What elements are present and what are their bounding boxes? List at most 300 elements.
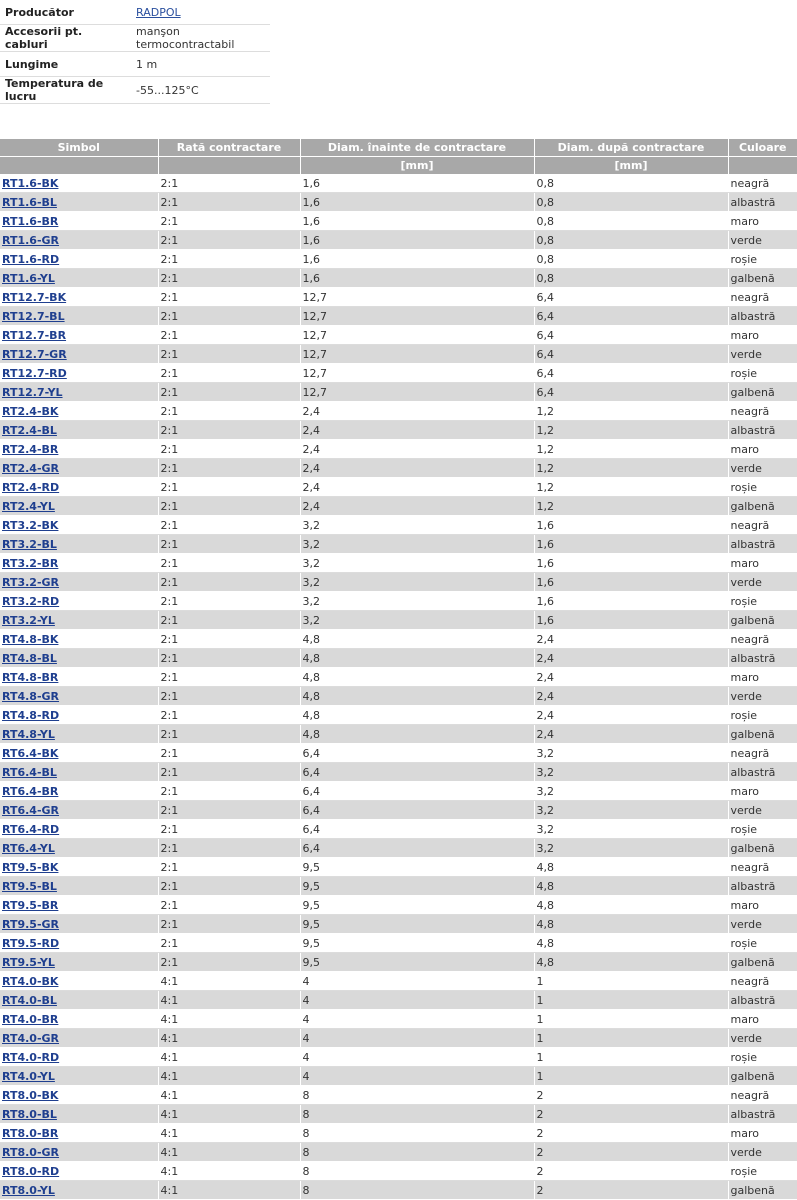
cell-diam-after: 1,2 [534,402,728,421]
cell-diam-after: 3,2 [534,820,728,839]
table-row [0,193,797,212]
cell-ratio: 2:1 [158,668,300,687]
product-symbol-link[interactable]: RT2.4-GR [2,461,60,475]
spec-value: -55...125°C [131,77,270,104]
cell-ratio: 2:1 [158,915,300,934]
cell-ratio: 2:1 [158,877,300,896]
cell-color: albastră [728,763,797,782]
unit-diam-after: [mm] [534,157,728,175]
cell-color: galbenă [728,383,797,402]
table-row [0,725,797,744]
cell-color: albastră [728,991,797,1010]
cell-ratio: 2:1 [158,497,300,516]
table-row [0,535,797,554]
cell-color: maro [728,1124,797,1143]
product-symbol-link[interactable]: RT2.4-BK [2,404,59,418]
cell-symbol [0,307,158,326]
product-symbol-link[interactable]: RT1.6-YL [2,271,55,285]
cell-diam-before: 8 [300,1143,534,1162]
cell-diam-before: 3,2 [300,611,534,630]
cell-diam-after: 6,4 [534,326,728,345]
cell-ratio: 2:1 [158,345,300,364]
cell-color: roșie [728,706,797,725]
cell-diam-after: 1,2 [534,421,728,440]
cell-color: albastră [728,649,797,668]
product-symbol-link[interactable]: RT6.4-BL [2,765,57,779]
cell-ratio: 2:1 [158,687,300,706]
table-row [0,801,797,820]
product-symbol-link[interactable]: RT6.4-BK [2,746,59,760]
product-symbol-link[interactable]: RT9.5-RD [2,936,60,950]
table-row [0,345,797,364]
spec-row [0,52,270,77]
cell-symbol [0,611,158,630]
cell-symbol [0,440,158,459]
table-row [0,212,797,231]
cell-diam-before: 3,2 [300,535,534,554]
cell-color: verde [728,1029,797,1048]
cell-color: verde [728,1143,797,1162]
cell-diam-after: 1,2 [534,440,728,459]
variants-table-head [0,139,797,175]
cell-color: roșie [728,820,797,839]
cell-ratio: 2:1 [158,763,300,782]
product-symbol-link[interactable]: RT8.0-BR [2,1126,59,1140]
cell-diam-after: 2,4 [534,725,728,744]
cell-ratio: 2:1 [158,231,300,250]
cell-color: neagră [728,1086,797,1105]
product-symbol-link[interactable]: RT1.6-BL [2,195,57,209]
cell-ratio: 2:1 [158,554,300,573]
table-row [0,1048,797,1067]
cell-diam-before: 1,6 [300,231,534,250]
cell-symbol [0,687,158,706]
table-row [0,1010,797,1029]
cell-ratio: 2:1 [158,611,300,630]
cell-ratio: 4:1 [158,1010,300,1029]
product-symbol-link[interactable]: RT4.0-GR [2,1031,60,1045]
cell-ratio: 2:1 [158,193,300,212]
cell-diam-before: 12,7 [300,288,534,307]
product-symbol-link[interactable]: RT3.2-RD [2,594,60,608]
cell-diam-before: 6,4 [300,744,534,763]
cell-ratio: 2:1 [158,250,300,269]
cell-diam-after: 1,6 [534,573,728,592]
cell-diam-before: 9,5 [300,953,534,972]
product-symbol-link[interactable]: RT9.5-YL [2,955,55,969]
cell-diam-before: 3,2 [300,573,534,592]
cell-symbol [0,668,158,687]
cell-color: roșie [728,592,797,611]
cell-symbol [0,991,158,1010]
cell-symbol [0,535,158,554]
cell-diam-after: 6,4 [534,307,728,326]
cell-color: roșie [728,250,797,269]
cell-diam-after: 1,6 [534,516,728,535]
product-symbol-link[interactable]: RT9.5-BK [2,860,59,874]
cell-diam-after: 3,2 [534,744,728,763]
cell-ratio: 2:1 [158,307,300,326]
cell-diam-after: 2 [534,1124,728,1143]
cell-color: verde [728,345,797,364]
table-row [0,630,797,649]
cell-ratio: 2:1 [158,364,300,383]
table-row [0,858,797,877]
table-row [0,706,797,725]
cell-symbol [0,288,158,307]
cell-symbol [0,1048,158,1067]
table-row [0,250,797,269]
product-symbol-link[interactable]: RT9.5-GR [2,917,60,931]
product-symbol-link[interactable]: RT8.0-RD [2,1164,60,1178]
cell-symbol [0,345,158,364]
cell-diam-after: 6,4 [534,345,728,364]
cell-color: neagră [728,174,797,193]
cell-diam-before: 4 [300,1048,534,1067]
manufacturer-link[interactable]: RADPOL [136,5,181,19]
product-symbol-link[interactable]: RT3.2-BK [2,518,59,532]
cell-diam-before: 8 [300,1086,534,1105]
cell-diam-after: 1,6 [534,592,728,611]
product-symbol-link[interactable]: RT9.5-BL [2,879,57,893]
product-symbol-link[interactable]: RT12.7-BK [2,290,67,304]
cell-diam-after: 1,2 [534,497,728,516]
product-symbol-link[interactable]: RT8.0-BK [2,1088,59,1102]
cell-ratio: 4:1 [158,991,300,1010]
cell-diam-after: 1,6 [534,611,728,630]
cell-symbol [0,839,158,858]
table-row [0,1181,797,1200]
cell-diam-before: 9,5 [300,858,534,877]
cell-symbol [0,592,158,611]
product-symbol-link[interactable]: RT2.4-BR [2,442,59,456]
product-symbol-link[interactable]: RT3.2-GR [2,575,60,589]
cell-symbol [0,250,158,269]
cell-symbol [0,402,158,421]
cell-ratio: 4:1 [158,1105,300,1124]
cell-color: verde [728,459,797,478]
cell-diam-before: 9,5 [300,915,534,934]
product-symbol-link[interactable]: RT8.0-YL [2,1183,55,1197]
cell-ratio: 4:1 [158,1067,300,1086]
product-symbol-link[interactable]: RT3.2-YL [2,613,55,627]
cell-diam-before: 8 [300,1162,534,1181]
cell-ratio: 2:1 [158,725,300,744]
cell-diam-before: 4 [300,991,534,1010]
cell-diam-after: 2 [534,1086,728,1105]
spec-label: Producător [0,0,131,25]
column-header-color[interactable]: Culoare [728,139,797,157]
table-row [0,231,797,250]
units-row [0,157,797,175]
product-symbol-link[interactable]: RT8.0-BL [2,1107,57,1121]
unit-diam-before: [mm] [300,157,534,175]
product-symbol-link[interactable]: RT1.6-BR [2,214,59,228]
table-row [0,573,797,592]
cell-diam-after: 6,4 [534,364,728,383]
cell-symbol [0,1143,158,1162]
cell-ratio: 4:1 [158,1086,300,1105]
cell-diam-after: 2,4 [534,649,728,668]
product-symbol-link[interactable]: RT6.4-RD [2,822,60,836]
unit-color [728,157,797,175]
cell-color: maro [728,1010,797,1029]
cell-symbol [0,630,158,649]
product-symbol-link[interactable]: RT2.4-RD [2,480,60,494]
cell-color: maro [728,440,797,459]
cell-ratio: 2:1 [158,706,300,725]
cell-diam-after: 1 [534,1048,728,1067]
cell-diam-before: 4,8 [300,725,534,744]
cell-diam-before: 9,5 [300,934,534,953]
cell-symbol [0,744,158,763]
product-specs-table [0,0,270,104]
cell-diam-before: 4 [300,1010,534,1029]
cell-color: maro [728,782,797,801]
cell-diam-before: 4,8 [300,706,534,725]
cell-diam-before: 9,5 [300,896,534,915]
cell-color: verde [728,687,797,706]
cell-diam-before: 3,2 [300,516,534,535]
product-symbol-link[interactable]: RT4.8-GR [2,689,60,703]
cell-symbol [0,877,158,896]
cell-color: verde [728,573,797,592]
cell-diam-after: 1 [534,991,728,1010]
cell-symbol [0,953,158,972]
cell-ratio: 4:1 [158,1143,300,1162]
product-symbol-link[interactable]: RT1.6-RD [2,252,60,266]
table-row [0,611,797,630]
product-symbol-link[interactable]: RT4.0-BL [2,993,57,1007]
cell-color: maro [728,668,797,687]
cell-ratio: 2:1 [158,820,300,839]
cell-ratio: 4:1 [158,1124,300,1143]
spec-row [0,77,270,104]
cell-color: roșie [728,1162,797,1181]
product-symbol-link[interactable]: RT12.7-BL [2,309,65,323]
table-row [0,497,797,516]
cell-ratio: 2:1 [158,896,300,915]
cell-symbol [0,231,158,250]
cell-diam-before: 4 [300,972,534,991]
cell-diam-before: 2,4 [300,459,534,478]
cell-diam-before: 2,4 [300,421,534,440]
cell-diam-before: 12,7 [300,345,534,364]
spec-value [131,0,270,25]
cell-symbol [0,1105,158,1124]
cell-diam-after: 2 [534,1162,728,1181]
cell-color: roșie [728,934,797,953]
cell-diam-after: 3,2 [534,801,728,820]
cell-symbol [0,421,158,440]
cell-color: galbenă [728,1067,797,1086]
table-row [0,478,797,497]
cell-color: galbenă [728,269,797,288]
cell-color: verde [728,801,797,820]
product-symbol-link[interactable]: RT9.5-BR [2,898,59,912]
table-row [0,402,797,421]
product-symbol-link[interactable]: RT4.8-RD [2,708,60,722]
table-row [0,668,797,687]
cell-ratio: 2:1 [158,573,300,592]
cell-color: roșie [728,478,797,497]
cell-diam-after: 2,4 [534,706,728,725]
cell-diam-after: 1,2 [534,478,728,497]
cell-symbol [0,174,158,193]
header-row [0,139,797,157]
product-symbol-link[interactable]: RT6.4-YL [2,841,55,855]
cell-diam-after: 1,6 [534,554,728,573]
cell-ratio: 4:1 [158,1181,300,1200]
cell-ratio: 2:1 [158,801,300,820]
spec-value: 1 m [131,52,270,77]
column-header-ratio[interactable]: Rată contractare [158,139,300,157]
spec-label: Temperatura de lucru [0,77,131,104]
table-row [0,307,797,326]
table-row [0,953,797,972]
product-symbol-link[interactable]: RT12.7-RD [2,366,67,380]
table-row [0,459,797,478]
cell-diam-after: 4,8 [534,915,728,934]
cell-symbol [0,269,158,288]
cell-ratio: 2:1 [158,858,300,877]
cell-ratio: 2:1 [158,459,300,478]
cell-color: albastră [728,421,797,440]
cell-diam-before: 12,7 [300,326,534,345]
cell-diam-after: 2 [534,1143,728,1162]
table-row [0,288,797,307]
product-symbol-link[interactable]: RT8.0-GR [2,1145,60,1159]
table-row [0,1105,797,1124]
cell-ratio: 2:1 [158,174,300,193]
cell-ratio: 2:1 [158,592,300,611]
unit-ratio [158,157,300,175]
cell-diam-after: 1 [534,1067,728,1086]
cell-diam-before: 1,6 [300,174,534,193]
cell-diam-before: 3,2 [300,592,534,611]
table-row [0,592,797,611]
cell-diam-after: 1,6 [534,535,728,554]
table-row [0,782,797,801]
cell-color: galbenă [728,953,797,972]
product-symbol-link[interactable]: RT1.6-BK [2,176,59,190]
product-symbol-link[interactable]: RT3.2-BR [2,556,59,570]
variants-table-body [0,174,797,1200]
spec-row [0,0,270,25]
product-symbol-link[interactable]: RT2.4-YL [2,499,55,513]
cell-color: galbenă [728,497,797,516]
product-symbol-link[interactable]: RT12.7-YL [2,385,63,399]
table-row [0,421,797,440]
cell-diam-before: 2,4 [300,497,534,516]
cell-diam-before: 2,4 [300,402,534,421]
cell-ratio: 2:1 [158,421,300,440]
product-symbol-link[interactable]: RT4.8-BR [2,670,59,684]
product-symbol-link[interactable]: RT4.0-RD [2,1050,60,1064]
cell-color: maro [728,212,797,231]
cell-color: maro [728,896,797,915]
product-symbol-link[interactable]: RT1.6-GR [2,233,60,247]
product-symbol-link[interactable]: RT4.8-YL [2,727,55,741]
cell-color: albastră [728,193,797,212]
table-row [0,174,797,193]
table-row [0,1143,797,1162]
cell-symbol [0,915,158,934]
cell-color: neagră [728,858,797,877]
column-header-diam-after[interactable]: Diam. după contractare [534,139,728,157]
cell-diam-after: 2,4 [534,687,728,706]
cell-diam-after: 0,8 [534,174,728,193]
product-symbol-link[interactable]: RT4.8-BL [2,651,57,665]
table-row [0,440,797,459]
cell-symbol [0,364,158,383]
cell-diam-before: 6,4 [300,820,534,839]
cell-symbol [0,1162,158,1181]
table-row [0,326,797,345]
cell-ratio: 2:1 [158,269,300,288]
cell-color: verde [728,915,797,934]
product-symbol-link[interactable]: RT2.4-BL [2,423,57,437]
cell-diam-before: 12,7 [300,364,534,383]
product-symbol-link[interactable]: RT12.7-GR [2,347,67,361]
column-header-symbol[interactable]: Simbol [0,139,158,157]
column-header-diam-before[interactable]: Diam. înainte de contractare [300,139,534,157]
cell-ratio: 2:1 [158,516,300,535]
cell-diam-after: 0,8 [534,193,728,212]
cell-color: neagră [728,288,797,307]
cell-ratio: 2:1 [158,630,300,649]
table-row [0,1162,797,1181]
product-symbol-link[interactable]: RT4.0-YL [2,1069,55,1083]
product-symbol-link[interactable]: RT12.7-BR [2,328,67,342]
cell-symbol [0,896,158,915]
cell-color: neagră [728,744,797,763]
cell-symbol [0,1010,158,1029]
cell-ratio: 2:1 [158,953,300,972]
cell-symbol [0,782,158,801]
product-symbol-link[interactable]: RT4.0-BK [2,974,59,988]
table-row [0,991,797,1010]
cell-ratio: 4:1 [158,1048,300,1067]
cell-diam-before: 9,5 [300,877,534,896]
product-symbol-link[interactable]: RT4.8-BK [2,632,59,646]
cell-diam-before: 4,8 [300,649,534,668]
cell-diam-after: 4,8 [534,877,728,896]
cell-ratio: 2:1 [158,478,300,497]
cell-color: verde [728,231,797,250]
cell-color: roșie [728,364,797,383]
product-symbol-link[interactable]: RT6.4-GR [2,803,60,817]
cell-ratio: 2:1 [158,744,300,763]
cell-symbol [0,326,158,345]
product-symbol-link[interactable]: RT6.4-BR [2,784,59,798]
cell-diam-before: 4,8 [300,630,534,649]
cell-color: roșie [728,1048,797,1067]
cell-symbol [0,649,158,668]
table-row [0,763,797,782]
product-symbol-link[interactable]: RT3.2-BL [2,537,57,551]
table-row [0,1067,797,1086]
cell-diam-before: 1,6 [300,250,534,269]
table-row [0,896,797,915]
cell-diam-before: 1,6 [300,193,534,212]
cell-symbol [0,1181,158,1200]
table-row [0,839,797,858]
cell-ratio: 2:1 [158,535,300,554]
cell-diam-before: 6,4 [300,763,534,782]
product-symbol-link[interactable]: RT4.0-BR [2,1012,59,1026]
table-row [0,1029,797,1048]
